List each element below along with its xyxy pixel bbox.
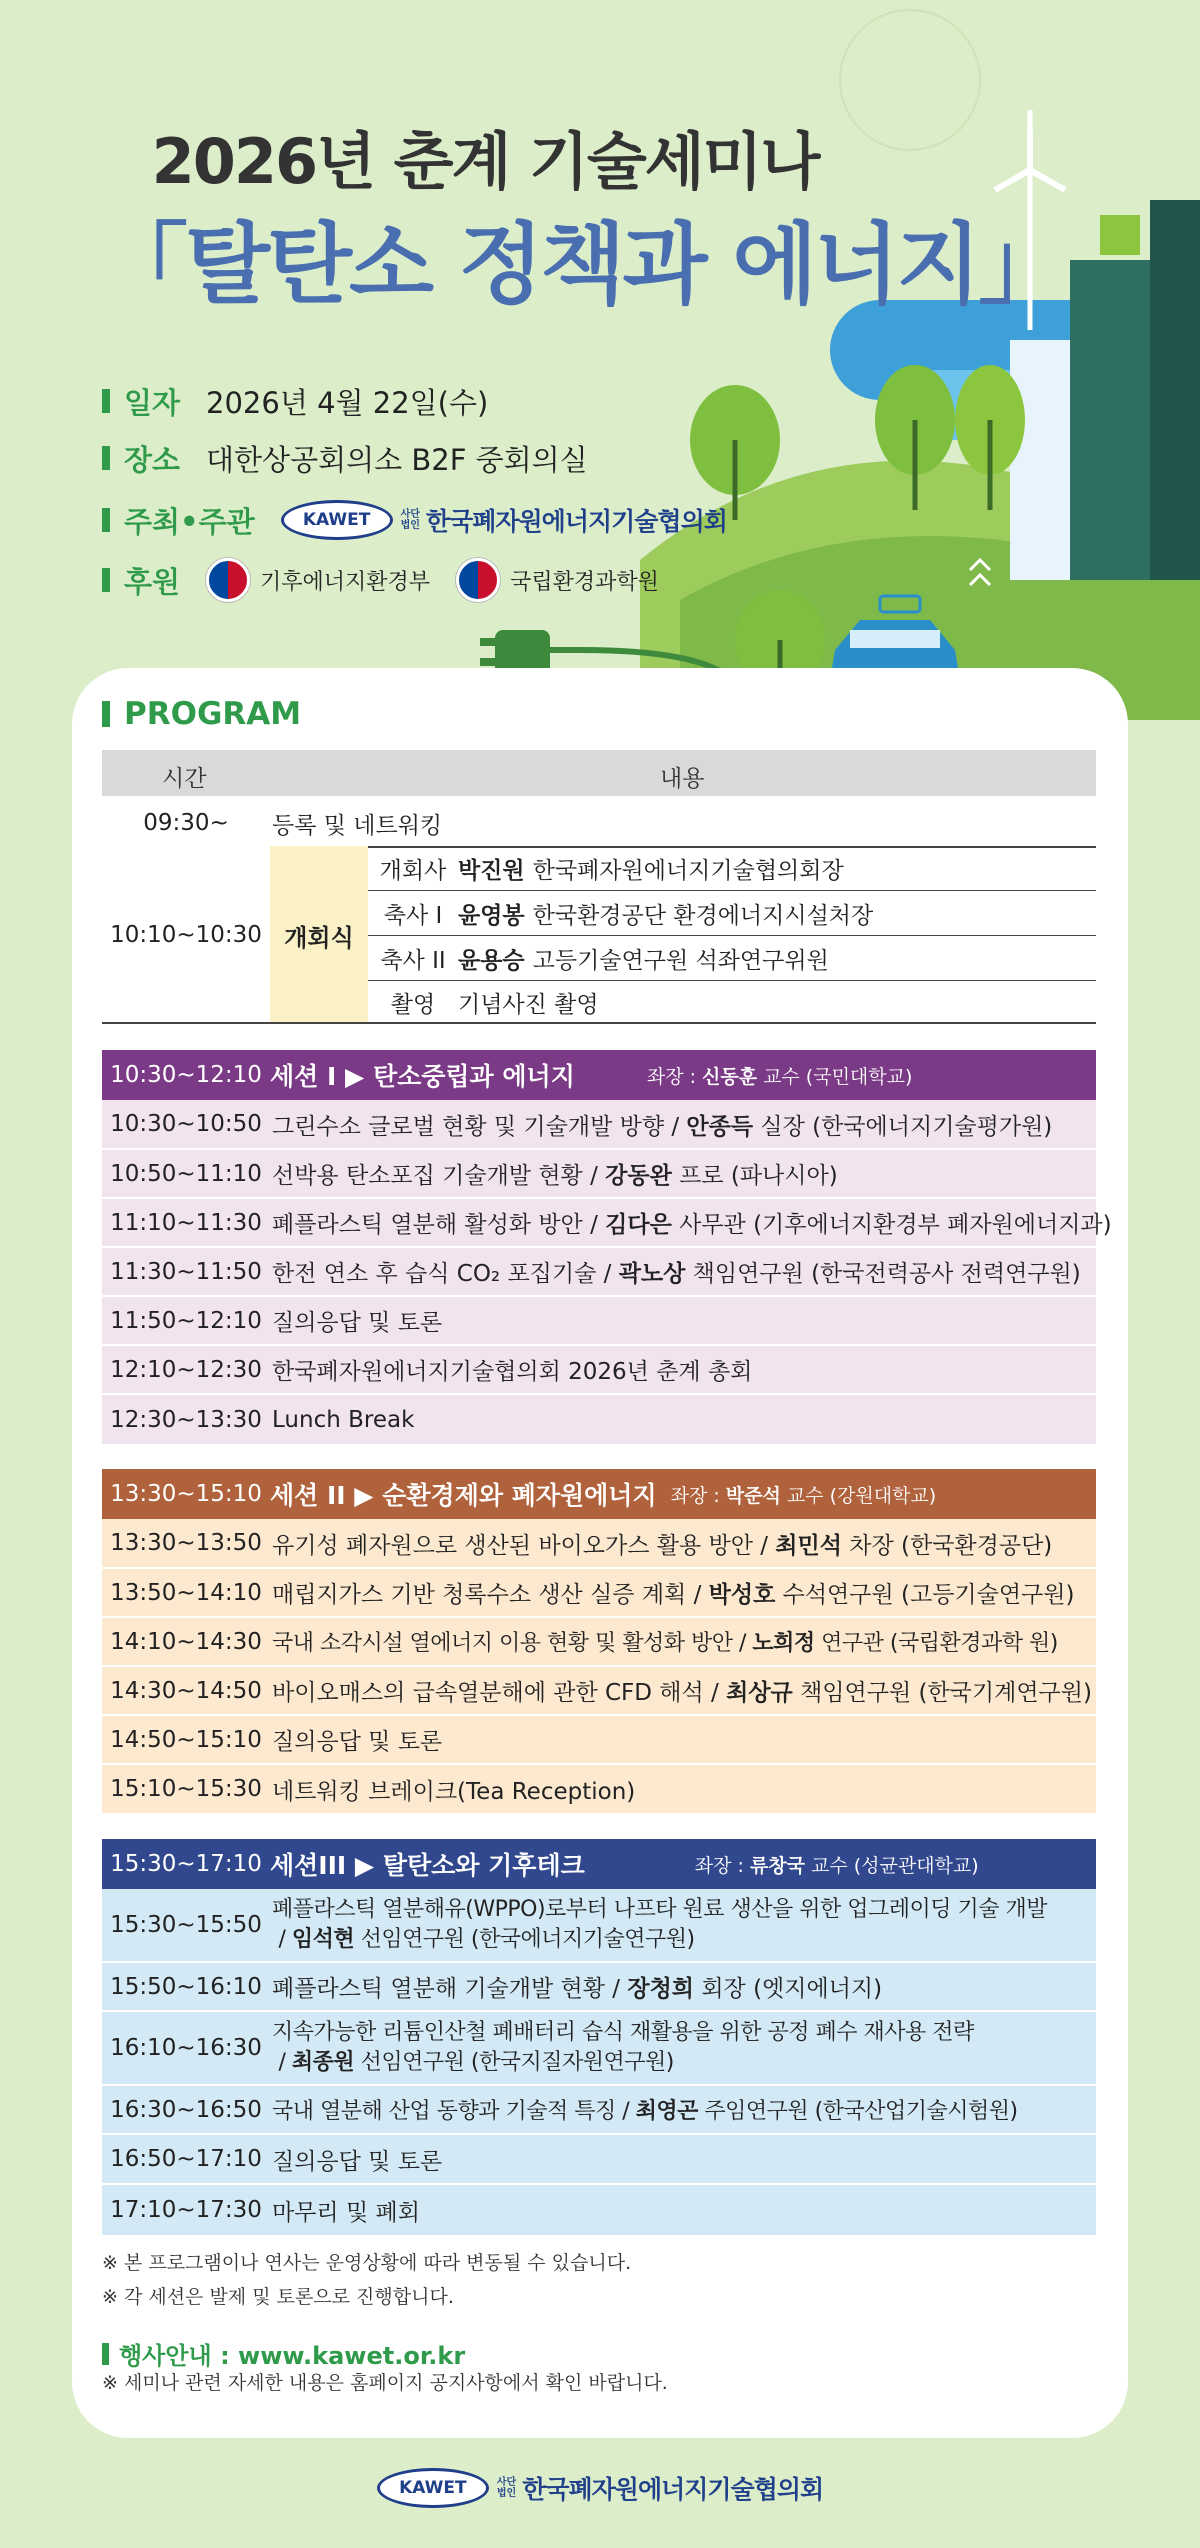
- table-row: 17:10~17:30 마무리 및 폐회: [110, 2197, 420, 2226]
- date-value: 2026년 4월 22일(수): [206, 385, 489, 420]
- host-label: 주최•주관: [124, 504, 255, 539]
- row-time: 09:30~: [143, 810, 229, 836]
- session-1-header: 10:30~12:10 세션 I ▶ 탄소중립과 에너지 좌장 : 신동훈 교수 (국민대학교): [102, 1050, 1096, 1100]
- table-row: 10:30~10:50 그린수소 글로벌 현황 및 기술개발 방향 / 안종득 실장 (한국에너지기술평가원): [110, 1111, 1053, 1140]
- table-row: 16:10~16:30 지속가능한 리튬인산철 폐배터리 습식 재활용을 위한 공정 폐수 재사용 전략 / 최종원 선임연구원 (한국지질자원연구원): [110, 2020, 974, 2075]
- opening-row: 축사 I 윤영봉 한국환경공단 환경에너지시설처장: [383, 902, 874, 929]
- footer-org: 한국폐자원에너지기술협의회: [522, 2475, 824, 2504]
- table-row: 14:30~14:50 바이오매스의 급속열분해에 관한 CFD 해석 / 최상규 책임연구원 (한국기계연구원): [110, 1677, 1092, 1706]
- government-emblem-icon: [456, 558, 500, 602]
- note-2: ※ 각 세션은 발제 및 토론으로 진행합니다.: [102, 2286, 454, 2308]
- city-illustration: [0, 0, 1200, 720]
- info-sponsor: [102, 560, 685, 600]
- session-2-body: [102, 1519, 1096, 1813]
- bullet-bar: [102, 446, 110, 470]
- venue-label: 장소: [124, 442, 181, 477]
- date-label: 일자: [124, 385, 181, 420]
- table-row: 11:30~11:50 한전 연소 후 습식 CO₂ 포집기술 / 곽노상 책임연구원 (한국전력공사 전력연구원): [110, 1258, 1081, 1287]
- table-row: 12:30~13:30 Lunch Break: [110, 1406, 415, 1433]
- row-text: 등록 및 네트워킹: [272, 812, 443, 839]
- corp-mark: 사단 법인: [400, 509, 420, 531]
- table-row: 15:30~15:50 폐플라스틱 열분해유(WPPO)로부터 나프타 원료 생산을 위한 업그레이딩 기술 개발 / 임석현 선임연구원 (한국에너지기술연구원): [110, 1897, 1048, 1952]
- bullet-bar: [102, 568, 110, 592]
- kawet-logo: KAWET: [281, 500, 393, 540]
- footer: [0, 2468, 1200, 2508]
- table-row: 16:30~16:50 국내 열분해 산업 동향과 기술적 특징 / 최영곤 주임연구원 (한국산업기술시험원): [110, 2096, 1018, 2124]
- session-3-header: 15:30~17:10 세션III ▶ 탈탄소와 기후테크 좌장 : 류창국 교수 (성균관대학교): [102, 1839, 1096, 1889]
- kawet-logo: KAWET: [377, 2468, 489, 2508]
- bullet-bar: [102, 389, 110, 413]
- table-row: 10:50~11:10 선박용 탄소포집 기술개발 현황 / 강동완 프로 (파나시아): [110, 1160, 838, 1189]
- government-emblem-icon: [206, 558, 250, 602]
- sponsor-1: 기후에너지환경부: [260, 569, 431, 595]
- table-row: 13:50~14:10 매립지가스 기반 청록수소 생산 실증 계획 / 박성호 수석연구원 (고등기술연구원): [110, 1579, 1075, 1608]
- event-info: [102, 2336, 465, 2371]
- session-2-header: 13:30~15:10 세션 II ▶ 순환경제와 폐자원에너지 좌장 : 박준석 교수 (강원대학교): [102, 1469, 1096, 1519]
- table-row: 11:10~11:30 폐플라스틱 열분해 활성화 방안 / 김다은 사무관 (기후에너지환경부 폐자원에너지과): [110, 1209, 1112, 1238]
- opening-label: 개회식: [270, 846, 368, 1024]
- table-header: [102, 750, 1096, 796]
- registration-row: [102, 800, 1096, 846]
- table-row: 11:50~12:10 질의응답 및 토론: [110, 1307, 443, 1336]
- program-heading: PROGRAM: [102, 696, 301, 732]
- opening-row: 축사 II 윤용승 고등기술연구원 석좌연구위원: [380, 947, 829, 974]
- corp-mark: 사단 법인: [496, 2477, 517, 2499]
- title-line-1: 2026년 춘계 기술세미나: [151, 125, 819, 198]
- table-row: 14:50~15:10 질의응답 및 토론: [110, 1726, 443, 1755]
- opening-block: [102, 846, 1096, 1024]
- sponsor-label: 후원: [124, 564, 181, 599]
- bullet-bar: [102, 508, 110, 532]
- table-row: 14:10~14:30 국내 소각시설 열에너지 이용 현황 및 활성화 방안 / 노희정 연구관 (국립환경과학 원): [110, 1628, 1058, 1656]
- note-1: ※ 본 프로그램이나 연사는 운영상황에 따라 변동될 수 있습니다.: [102, 2252, 632, 2274]
- opening-row: 개회사 박진원 한국폐자원에너지기술협의회장: [379, 857, 844, 884]
- col-time: 시간: [162, 766, 207, 792]
- event-link[interactable]: 행사안내 : www.kawet.or.kr: [119, 2342, 466, 2370]
- opening-row: 촬영 기념사진 촬영: [390, 991, 599, 1018]
- host-org: 한국폐자원에너지기술협의회: [425, 507, 727, 536]
- session-3-body: [102, 1889, 1096, 2235]
- table-row: 12:10~12:30 한국폐자원에너지기술협의회 2026년 춘계 총회: [110, 1356, 753, 1385]
- opening-time: 10:10~10:30: [110, 922, 262, 948]
- bullet-bar: [102, 701, 110, 727]
- title-line-2: 「탈탄소 정책과 에너지」: [100, 213, 1064, 316]
- session-1-body: [102, 1100, 1112, 1444]
- table-row: 15:10~15:30 네트워킹 브레이크(Tea Reception): [110, 1776, 636, 1805]
- table-row: 13:30~13:50 유기성 폐자원으로 생산된 바이오가스 활용 방안 / 최민석 차장 (한국환경공단): [110, 1530, 1053, 1559]
- info-host: [102, 500, 727, 540]
- info-venue: [102, 438, 588, 478]
- bullet-bar: [102, 2343, 109, 2365]
- info-date: [102, 381, 488, 421]
- event-note: ※ 세미나 관련 자세한 내용은 홈페이지 공지사항에서 확인 바랍니다.: [102, 2372, 668, 2394]
- table-row: 15:50~16:10 폐플라스틱 열분해 기술개발 현황 / 장청희 회장 (엣지에너지): [110, 1973, 883, 2002]
- table-row: 16:50~17:10 질의응답 및 토론: [110, 2146, 443, 2175]
- col-content: 내용: [660, 766, 705, 792]
- venue-value: 대한상공회의소 B2F 중회의실: [206, 442, 588, 477]
- sponsor-2: 국립환경과학원: [510, 569, 659, 595]
